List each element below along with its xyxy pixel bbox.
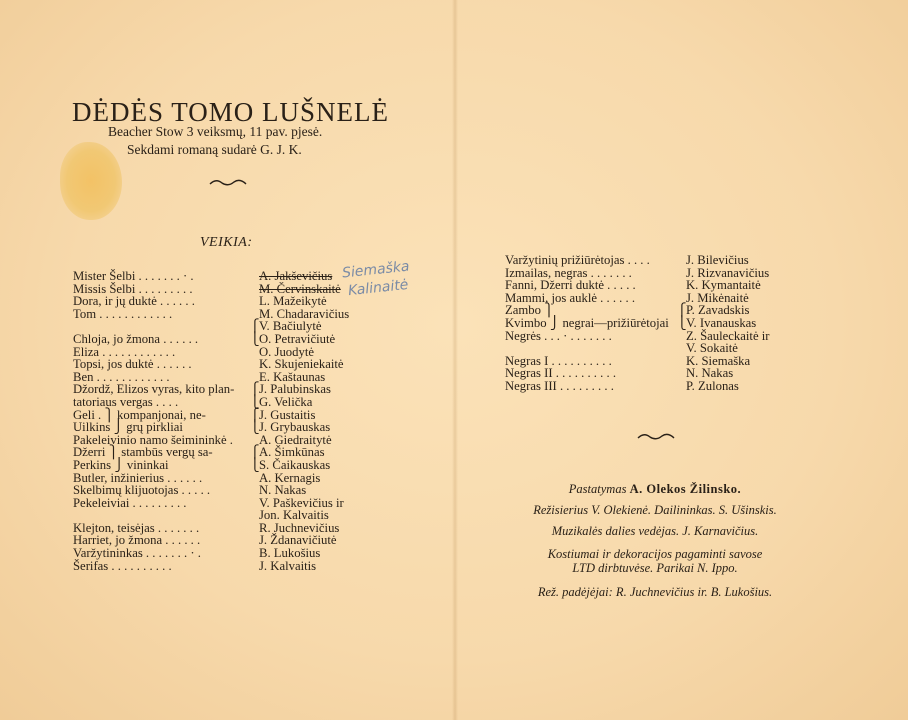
- cast-actor: K. Skujeniekaitė: [259, 357, 344, 372]
- brace-mark: ⎩: [250, 331, 260, 346]
- subtitle-credit: Sekdami romaną sudarė G. J. K.: [127, 142, 302, 157]
- cast-actor: P. Zulonas: [686, 378, 739, 393]
- cast-row: [505, 380, 845, 393]
- cast-role: Eliza . . . . . . . . . . . .: [73, 344, 176, 359]
- cast-actor: V. Ivanauskas: [686, 315, 757, 330]
- cast-role: Fanni, Džerri duktė . . . . .: [505, 278, 636, 293]
- cast-row: [73, 484, 453, 497]
- cast-role: Varžytinių prižiūrėtojas . . . .: [505, 253, 650, 267]
- cast-row: [73, 560, 453, 573]
- brace-mark: ⎩: [677, 315, 687, 330]
- page-title: DĖDĖS TOMO LUŠNELĖ: [72, 97, 390, 127]
- cast-role: Negras III . . . . . . . . .: [505, 378, 614, 393]
- cast-role: Butler, inžinierius . . . . . .: [73, 470, 203, 485]
- cast-row: [73, 509, 453, 522]
- cast-actor: Z. Šauleckaitė ir: [686, 328, 770, 343]
- cast-role: Missis Šelbi . . . . . . . . .: [73, 281, 193, 296]
- cast-actor: J. Gustaitis: [259, 407, 316, 422]
- cast-actor: J. Grybauskas: [259, 420, 331, 435]
- cast-actor: J. Bilevičius: [686, 253, 749, 267]
- cast-actor: K. Kymantaitė: [686, 278, 761, 293]
- cast-actor: Jon. Kalvaitis: [259, 508, 329, 523]
- cast-role: Pakeleivinio namo šeimininkė .: [73, 432, 233, 447]
- credits-line-3: Muzikalės dalies vedėjas. J. Karnavičius.: [551, 524, 759, 538]
- cast-actor: A. Kernagis: [259, 470, 321, 485]
- cast-row: [73, 396, 453, 409]
- cast-role: Ben . . . . . . . . . . . .: [73, 369, 170, 384]
- cast-role: Varžytininkas . . . . . . . · .: [73, 546, 201, 561]
- cast-role: Mammi, jos auklė . . . . . .: [505, 290, 636, 305]
- cast-actor: V. Bačiulytė: [259, 319, 322, 334]
- brace-mark: ⎩: [250, 420, 260, 435]
- cast-role: Klejton, teisėjas . . . . . . .: [73, 520, 200, 535]
- cast-row: [505, 254, 845, 267]
- subtitle: Beacher Stow 3 veiksmų, 11 pav. pjesė.: [108, 124, 323, 139]
- handwritten-note-2: Kalinaitė: [347, 276, 410, 300]
- cast-role: tatoriaus vergas . . . .: [73, 394, 179, 409]
- cast-actor: K. Siemaška: [686, 353, 751, 368]
- cast-role: Negras I . . . . . . . . . .: [505, 353, 612, 368]
- cast-role: Kvimbo ⎭ negrai—prižiūrėtojai: [505, 315, 669, 330]
- cast-actor: M. Chadaravičius: [259, 306, 350, 321]
- cast-actor: G. Velička: [259, 394, 313, 409]
- handwritten-note-1: Siemaška: [341, 258, 411, 282]
- cast-role: Džerri ⎫ stambūs vergų sa-: [73, 445, 213, 460]
- cast-row: [73, 358, 453, 371]
- cast-role: Šerifas . . . . . . . . . .: [73, 558, 172, 573]
- cast-role: Zambo ⎫: [505, 303, 554, 318]
- cast-row: [73, 295, 453, 308]
- cast-row: [73, 459, 453, 472]
- cast-row: [505, 317, 845, 330]
- cast-actor: J. Mikėnaitė: [686, 290, 749, 305]
- cast-actor: J. Rizvanavičius: [686, 265, 770, 280]
- cast-actor: N. Nakas: [259, 483, 307, 498]
- cast-row: [73, 547, 453, 560]
- cast-row: [505, 292, 845, 305]
- cast-actor: A. Giedraitytė: [259, 432, 332, 447]
- cast-list-left: [73, 270, 453, 572]
- cast-actor: O. Juodytė: [259, 344, 314, 359]
- cast-actor: A. Jakševičius: [259, 269, 333, 283]
- cast-role: Skelbimų klijuotojas . . . . .: [73, 483, 211, 498]
- cast-heading: VEIKIA:: [200, 235, 253, 250]
- cast-role: Uilkins ⎭ grų pirkliai: [73, 420, 183, 435]
- cast-role: Chloja, jo žmona . . . . . .: [73, 331, 199, 346]
- cast-role: Geli . ⎫ kompanjonai, ne-: [73, 407, 206, 422]
- brace-mark: ⎧: [250, 319, 260, 334]
- cast-actor: V. Paškevičius ir: [259, 495, 344, 510]
- credits-line-5: LTD dirbtuvėse. Parikai N. Ippo.: [572, 561, 738, 575]
- cast-role: Mister Šelbi . . . . . . . · .: [73, 269, 194, 283]
- cast-actor: R. Juchnevičius: [259, 520, 340, 535]
- cast-row: [505, 330, 845, 343]
- cast-row: [73, 333, 453, 346]
- credits-staging-name: A. Olekos Žilinsko.: [629, 482, 742, 496]
- cast-role: Negras II . . . . . . . . . .: [505, 366, 616, 381]
- cast-actor: J. Ždanavičiutė: [259, 533, 337, 548]
- credits-line-6: Rež. padėjėjai: R. Juchnevičius ir. B. Lukošius.: [537, 585, 773, 599]
- cast-actor: E. Kaštaunas: [259, 369, 326, 384]
- flourish-ornament-top: [208, 176, 248, 188]
- cast-role: Džordž, Elizos vyras, kito plan-: [73, 382, 235, 397]
- brace-mark: ⎧: [677, 303, 687, 318]
- brace-mark: ⎧: [250, 445, 260, 460]
- paper-stain: [60, 142, 122, 220]
- cast-actor: S. Čaikauskas: [259, 457, 331, 472]
- cast-list-right: [505, 254, 845, 393]
- cast-role: Topsi, jos duktė . . . . . .: [73, 357, 192, 372]
- cast-actor: J. Kalvaitis: [259, 558, 317, 573]
- credits-director: [470, 482, 840, 497]
- cast-row: [505, 279, 845, 292]
- cast-actor: N. Nakas: [686, 366, 734, 381]
- credits-line-2: Režisierius V. Olekienė. Dailininkas. S. Ušinskis.: [533, 503, 777, 517]
- cast-row: [73, 421, 453, 434]
- cast-actor: B. Lukošius: [259, 546, 321, 561]
- credits-staging-label: Pastatymas: [568, 482, 627, 496]
- cast-role: Tom . . . . . . . . . . . .: [73, 306, 173, 321]
- cast-actor: L. Mažeikytė: [259, 294, 327, 309]
- cast-actor: A. Šimkūnas: [259, 445, 325, 460]
- cast-actor: P. Zavadskis: [686, 303, 750, 318]
- cast-role: Izmailas, negras . . . . . . .: [505, 265, 632, 280]
- cast-role: Negrės . . . · . . . . . . .: [505, 328, 612, 343]
- cast-row: [505, 342, 845, 355]
- cast-role: Dora, ir jų duktė . . . . . .: [73, 294, 195, 309]
- brace-mark: ⎩: [250, 394, 260, 409]
- brace-mark: ⎧: [250, 407, 260, 422]
- cast-actor: M. Červinskaitė: [259, 281, 341, 296]
- cast-role: Perkins ⎭ vininkai: [73, 457, 169, 472]
- credits-line-4: Kostiumai ir dekoracijos pagaminti savose: [547, 547, 763, 561]
- cast-actor: V. Sokaitė: [686, 341, 738, 356]
- cast-role: Harriet, jo žmona . . . . . .: [73, 533, 201, 548]
- flourish-ornament-bottom: [636, 430, 676, 442]
- cast-actor: J. Palubinskas: [259, 382, 331, 397]
- brace-mark: ⎧: [250, 382, 260, 397]
- cast-role: Pekeleiviai . . . . . . . . .: [73, 495, 187, 510]
- cast-actor: O. Petravičiutė: [259, 331, 336, 346]
- brace-mark: ⎩: [250, 457, 260, 472]
